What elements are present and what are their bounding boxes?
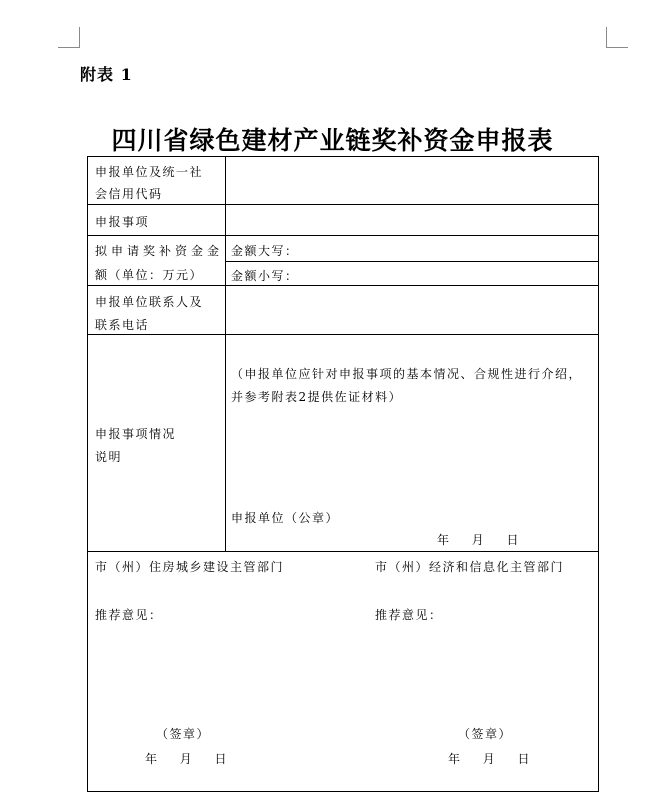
economy-date: 年 月 日 [448, 752, 532, 766]
page-title: 四川省绿色建材产业链奖补资金申报表 [111, 126, 554, 155]
column-divider [225, 157, 226, 551]
row-divider [88, 204, 598, 205]
applicant-label-line2: 会信用代码 [95, 187, 163, 201]
description-hint-line1: （申报单位应针对申报事项的基本情况、合规性进行介绍， [231, 367, 583, 381]
housing-opinion-label: 推荐意见： [95, 608, 163, 622]
crop-mark-top-left-v [79, 27, 80, 48]
housing-date: 年 月 日 [145, 752, 229, 766]
applicant-value-field[interactable] [227, 158, 597, 203]
economy-opinion-label: 推荐意见： [375, 608, 443, 622]
housing-seal-label: （签章） [156, 727, 211, 741]
applicant-label-line1: 申报单位及统一社 [95, 165, 204, 179]
item-label: 申报事项 [95, 215, 150, 229]
amount-label-line2: 额（单位：万元） [95, 268, 204, 282]
amount-lower-label[interactable]: 金额小写： [231, 269, 299, 283]
row-divider [88, 334, 598, 335]
crop-mark-top-right-v [606, 27, 607, 48]
amount-label-line1: 拟申请奖补资金金 [95, 244, 224, 258]
economy-seal-label: （签章） [458, 727, 513, 741]
row-divider [88, 235, 598, 236]
description-label-line2: 说明 [95, 450, 123, 464]
amount-upper-label[interactable]: 金额大写： [231, 244, 299, 258]
contact-value-field[interactable] [227, 287, 597, 333]
economy-dept-label: 市（州）经济和信息化主管部门 [375, 560, 565, 574]
amount-inner-divider [225, 261, 598, 262]
applicant-seal-label: 申报单位（公章） [231, 511, 340, 525]
application-form [87, 156, 599, 792]
description-hint-line2: 并参考附表2提供佐证材料） [231, 390, 403, 404]
row-divider [88, 551, 598, 552]
item-value-field[interactable] [227, 206, 597, 234]
contact-label-line2: 联系电话 [95, 318, 150, 332]
crop-mark-top-right-h [606, 47, 628, 48]
attachment-label: 附表 1 [80, 65, 133, 84]
row-divider [88, 285, 598, 286]
applicant-date: 年 月 日 [437, 533, 521, 547]
contact-label-line1: 申报单位联系人及 [95, 295, 204, 309]
description-label-line1: 申报事项情况 [95, 427, 177, 441]
crop-mark-top-left-h [58, 47, 80, 48]
housing-dept-label: 市（州）住房城乡建设主管部门 [95, 560, 285, 574]
